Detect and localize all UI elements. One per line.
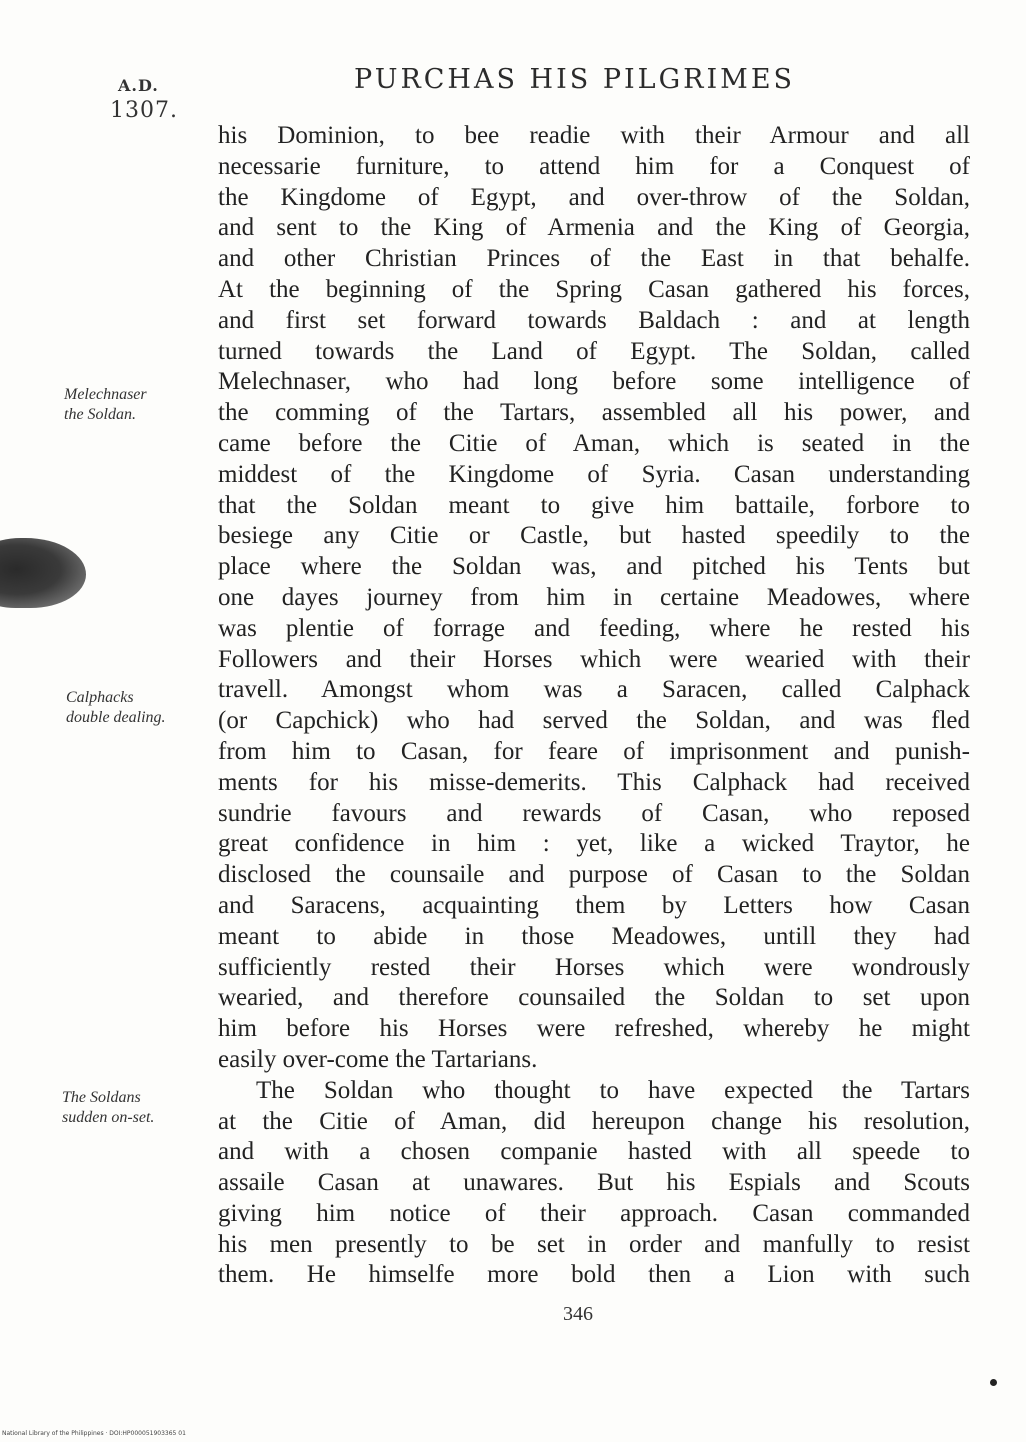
text-line: place where the Soldan was, and pitched his Tents but: [218, 553, 970, 581]
scan-credit: National Library of the Philippines · DOI:HP000051903365 01: [2, 1430, 186, 1437]
text-line: Melechnaser, who had long before some intelligence of: [218, 368, 970, 396]
text-line: sufficiently rested their Horses which were wondrously: [218, 953, 970, 981]
sidenote-calphacks: [66, 688, 166, 728]
text-line: at the Citie of Aman, did hereupon change his resolution,: [218, 1107, 970, 1135]
text-line: The Soldan who thought to have expected the Tartars: [256, 1076, 970, 1104]
text-line: ments for his misse-demerits. This Calphack had received: [218, 768, 970, 796]
text-line: disclosed the counsaile and purpose of Casan to the Soldan: [218, 861, 970, 889]
text-line: was plentie of forrage and feeding, where he rested his: [218, 614, 970, 642]
sidenote-soldans: [62, 1088, 154, 1128]
text-line: travell. Amongst whom was a Saracen, called Calphack: [218, 676, 970, 704]
text-line: besiege any Citie or Castle, but hasted speedily to the: [218, 522, 970, 550]
text-line: necessarie furniture, to attend him for a Conquest of: [218, 152, 970, 180]
sidenote-melechnaser: [64, 385, 147, 425]
text-line: from him to Casan, for feare of imprisonment and punish-: [218, 737, 970, 765]
text-line: At the beginning of the Spring Casan gathered his forces,: [218, 275, 970, 303]
text-line: him before his Horses were refreshed, whereby he might: [218, 1015, 970, 1043]
body-text: [218, 121, 970, 1291]
text-line: wearied, and therefore counsailed the Soldan to set upon: [218, 984, 970, 1012]
sidenote-line: The Soldans: [62, 1089, 141, 1106]
scan-dot-mark: [990, 1379, 997, 1386]
page-number: 346: [563, 1303, 593, 1325]
text-line: giving him notice of their approach. Casan commanded: [218, 1199, 970, 1227]
text-line: his Dominion, to bee readie with their Armour and all: [218, 122, 970, 149]
text-line: great confidence in him : yet, like a wicked Traytor, he: [218, 830, 970, 858]
text-line: and Saracens, acquainting them by Letters how Casan: [218, 891, 970, 919]
text-line: middest of the Kingdome of Syria. Casan understanding: [218, 460, 970, 488]
text-line: and first set forward towards Baldach : and at length: [218, 306, 970, 334]
text-line: (or Capchick) who had served the Soldan, and was fled: [218, 707, 970, 735]
sidenote-line: Melechnaser: [64, 386, 147, 403]
text-line: sundrie favours and rewards of Casan, who reposed: [218, 799, 970, 827]
year-label: 1307.: [110, 98, 178, 123]
scanner-thumb-shadow: [0, 538, 86, 608]
text-line: one dayes journey from him in certaine Meadowes, where: [218, 583, 970, 611]
sidenote-line: Calphacks: [66, 689, 134, 706]
text-line: and sent to the King of Armenia and the King of Georgia,: [218, 214, 970, 242]
text-line: turned towards the Land of Egypt. The Soldan, called: [218, 337, 970, 365]
text-line: Followers and their Horses which were wearied with their: [218, 645, 970, 673]
text-line: and other Christian Princes of the East in that behalfe.: [218, 245, 970, 273]
ad-label: A.D.: [118, 76, 159, 95]
text-line: and with a chosen companie hasted with all speede to: [218, 1138, 970, 1166]
sidenote-line: the Soldan.: [64, 406, 136, 423]
text-line: easily over-come the Tartarians.: [218, 1045, 538, 1073]
text-line: came before the Citie of Aman, which is seated in the: [218, 429, 970, 457]
running-title: PURCHAS HIS PILGRIMES: [354, 64, 796, 95]
sidenote-line: sudden on-set.: [62, 1109, 155, 1126]
text-line: assaile Casan at unawares. But his Espials and Scouts: [218, 1169, 970, 1197]
text-line: his men presently to be set in order and manfully to resist: [218, 1230, 970, 1258]
sidenote-line: double dealing.: [66, 709, 166, 726]
text-line: the Kingdome of Egypt, and over-throw of the Soldan,: [218, 183, 970, 211]
text-line: them. He himselfe more bold then a Lion with such: [218, 1261, 970, 1289]
text-line: meant to abide in those Meadowes, untill they had: [218, 922, 970, 950]
text-line: the comming of the Tartars, assembled all his power, and: [218, 399, 970, 427]
text-line: that the Soldan meant to give him battaile, forbore to: [218, 491, 970, 519]
